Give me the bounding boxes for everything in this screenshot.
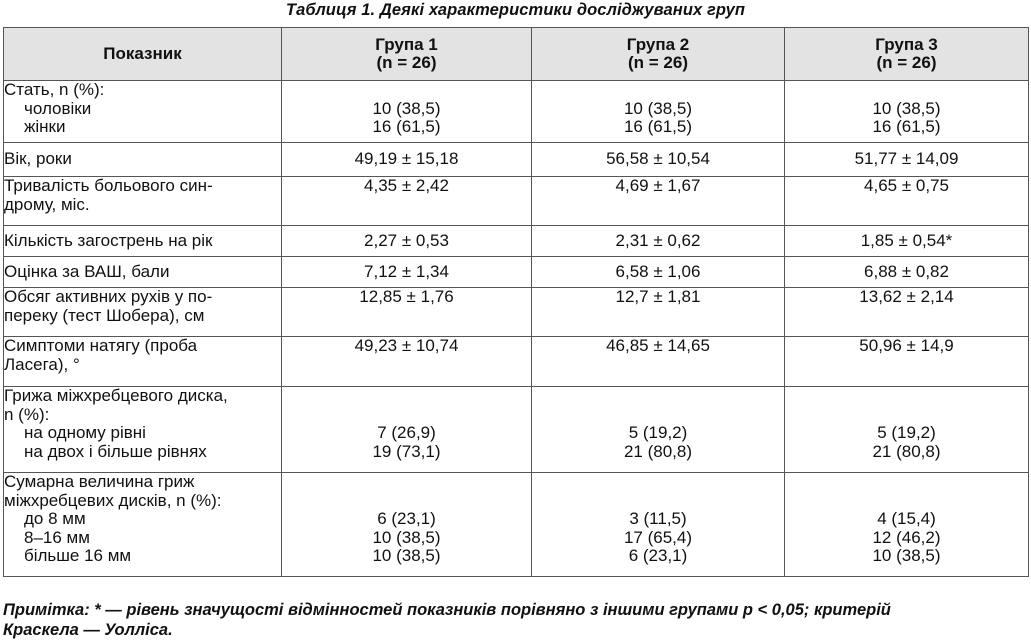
sub-label-over-16mm: більше 16 мм xyxy=(24,546,132,565)
value: 16 (61,5) xyxy=(372,117,441,136)
value: 10 (38,5) xyxy=(872,98,941,118)
cell-sex-g2 xyxy=(532,81,785,143)
value: 5 (19,2) xyxy=(877,423,936,442)
cell-hernia-size-g3 xyxy=(785,473,1029,577)
cell-tension-g3: 50,96 ± 14,9 xyxy=(785,337,1029,387)
table-row-pain-duration xyxy=(4,177,1029,226)
label-line: n (%): xyxy=(4,404,50,424)
cell-exacerbations-g2: 2,31 ± 0,62 xyxy=(532,226,785,257)
value: 5 (19,2) xyxy=(628,423,688,442)
label-line: Ласега), ° xyxy=(4,354,80,374)
cell-tension-g2: 46,85 ± 14,65 xyxy=(532,337,785,387)
cell-hernia-g1 xyxy=(282,387,532,473)
header-group-3-n: (n = 26) xyxy=(876,53,937,72)
row-label-age: Вік, роки xyxy=(4,143,282,177)
footnote-line-2: Краскела — Уолліса. xyxy=(3,621,173,639)
value: 6 (23,1) xyxy=(377,509,436,528)
cell-hernia-g3 xyxy=(785,387,1029,473)
cell-pain-duration-g1: 4,35 ± 2,42 xyxy=(282,177,532,226)
cell-pain-duration-g2: 4,69 ± 1,67 xyxy=(532,177,785,226)
value: 12 (46,2) xyxy=(872,527,941,547)
value: 3 (11,5) xyxy=(629,509,687,528)
header-group-1-n: (n = 26) xyxy=(376,53,437,72)
value: 21 (80,8) xyxy=(623,441,693,461)
table-row-vas xyxy=(4,257,1029,288)
header-group-2-n: (n = 26) xyxy=(628,53,688,72)
value: 17 (65,4) xyxy=(623,527,693,547)
cell-pain-duration-g3: 4,65 ± 0,75 xyxy=(785,177,1029,226)
row-label-hernia xyxy=(4,387,282,473)
table-row-age xyxy=(4,143,1029,177)
row-label-hernia-size xyxy=(4,473,282,577)
table-header-row xyxy=(4,28,1029,81)
cell-tension-g1: 49,23 ± 10,74 xyxy=(282,337,532,387)
sub-label-up-to-8mm: до 8 мм xyxy=(24,509,86,528)
header-group-2 xyxy=(532,28,785,81)
sub-label-male: чоловіки xyxy=(24,98,92,118)
value: 10 (38,5) xyxy=(623,98,693,118)
cell-sex-g1 xyxy=(282,81,532,143)
value: 7 (26,9) xyxy=(377,423,436,442)
cell-exacerbations-g3: 1,85 ± 0,54* xyxy=(785,226,1029,257)
sub-label-two-or-more-levels: на двох і більше рівнях xyxy=(24,441,207,461)
value: 10 (38,5) xyxy=(372,527,441,547)
cell-age-g1: 49,19 ± 15,18 xyxy=(282,143,532,177)
table-row-tension xyxy=(4,337,1029,387)
table-row-hernia-size xyxy=(4,473,1029,577)
cell-age-g2: 56,58 ± 10,54 xyxy=(532,143,785,177)
sub-label-female: жінки xyxy=(24,117,66,136)
label-line: дрому, міс. xyxy=(4,194,90,214)
cell-exacerbations-g1: 2,27 ± 0,53 xyxy=(282,226,532,257)
table-row-range-of-motion xyxy=(4,288,1029,337)
cell-rom-g3: 13,62 ± 2,14 xyxy=(785,288,1029,337)
header-group-3-name: Група 3 xyxy=(875,35,938,54)
row-label-tension xyxy=(4,337,282,387)
value: 10 (38,5) xyxy=(372,546,441,565)
label-line: переку (тест Шобера), см xyxy=(4,305,205,325)
cell-sex-g3 xyxy=(785,81,1029,143)
cell-vas-g1: 7,12 ± 1,34 xyxy=(282,257,532,288)
label-line: міжхребцевих дисків, n (%): xyxy=(4,490,222,510)
label-line: Грижа міжхребцевого диска, xyxy=(4,386,228,405)
value: 6 (23,1) xyxy=(628,546,688,565)
cell-rom-g1: 12,85 ± 1,76 xyxy=(282,288,532,337)
row-label-vas: Оцінка за ВАШ, бали xyxy=(4,257,282,288)
value: 10 (38,5) xyxy=(872,546,941,565)
row-label-range-of-motion xyxy=(4,288,282,337)
table-row-exacerbations xyxy=(4,226,1029,257)
label-line: Обсяг активних рухів у по- xyxy=(4,287,213,306)
cell-age-g3: 51,77 ± 14,09 xyxy=(785,143,1029,177)
row-label-pain-duration xyxy=(4,177,282,226)
header-indicator: Показник xyxy=(4,28,282,81)
table-footnote xyxy=(3,600,1028,640)
cell-hernia-size-g1 xyxy=(282,473,532,577)
header-group-1-name: Група 1 xyxy=(375,35,438,54)
table-row-hernia xyxy=(4,387,1029,473)
value: 10 (38,5) xyxy=(372,98,441,118)
value: 19 (73,1) xyxy=(372,441,441,461)
sub-label-one-level: на одному рівні xyxy=(24,423,146,442)
label-line: Симптоми натягу (проба xyxy=(4,336,198,355)
label-line: Тривалість больового син- xyxy=(4,176,213,195)
label-text: Стать, n (%): xyxy=(4,80,105,99)
sub-label-8-16mm: 8–16 мм xyxy=(24,527,90,547)
header-group-1 xyxy=(282,28,532,81)
value: 4 (15,4) xyxy=(877,509,936,528)
cell-vas-g2: 6,58 ± 1,06 xyxy=(532,257,785,288)
label-line: Сумарна величина гриж xyxy=(4,472,195,491)
header-group-3 xyxy=(785,28,1029,81)
value: 16 (61,5) xyxy=(623,117,693,136)
cell-hernia-size-g2 xyxy=(532,473,785,577)
value: 16 (61,5) xyxy=(872,117,941,136)
row-label-exacerbations: Кількість загострень на рік xyxy=(4,226,282,257)
cell-hernia-g2 xyxy=(532,387,785,473)
cell-vas-g3: 6,88 ± 0,82 xyxy=(785,257,1029,288)
cell-rom-g2: 12,7 ± 1,81 xyxy=(532,288,785,337)
value: 21 (80,8) xyxy=(872,441,941,461)
footnote-line-1: Примітка: * — рівень значущості відмінностей показників порівняно з іншими групами p < 0,05; критерій xyxy=(3,601,891,619)
table-caption: Таблиця 1. Деякі характеристики досліджуваних груп xyxy=(285,1,746,19)
table-row-sex xyxy=(4,81,1029,143)
characteristics-table xyxy=(3,27,1029,577)
row-label-sex xyxy=(4,81,282,143)
header-group-2-name: Група 2 xyxy=(626,35,690,54)
